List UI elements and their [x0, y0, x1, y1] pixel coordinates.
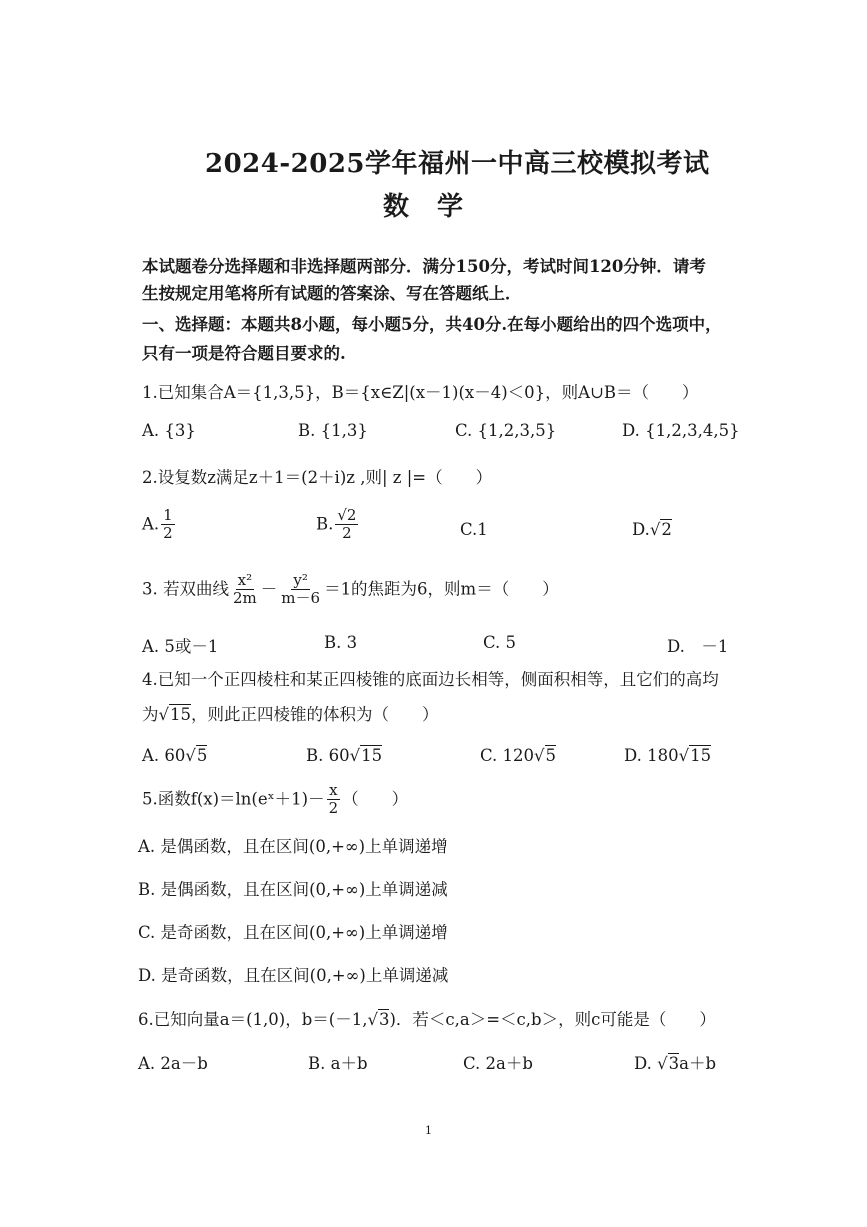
question-1-stem: 1.已知集合A＝{1,3,5}，B＝{x∈Z|(x－1)(x－4)＜0}，则A∪B＝（ ）: [142, 383, 699, 402]
question-2-option-b: [316, 507, 360, 543]
question-1-option-a: A. {3}: [142, 421, 196, 440]
section-heading-line-2: 只有一项是符合题目要求的.: [142, 344, 346, 363]
option-label: A. 60: [142, 746, 186, 765]
sqrt-radicand: 3: [668, 1054, 680, 1073]
question-6-option-d: D. √3a＋b: [634, 1054, 717, 1073]
option-label: B. 60: [306, 746, 350, 765]
option-label: D. 180: [624, 746, 679, 765]
stem-suffix: ，则此正四棱锥的体积为（ ）: [191, 705, 439, 724]
numerator: x: [329, 781, 338, 799]
intro-line-1: 本试题卷分选择题和非选择题两部分．满分150分，考试时间120分钟．请考: [142, 257, 706, 276]
question-1-option-b: B. {1,3}: [298, 421, 368, 440]
stem-prefix: 为: [142, 705, 159, 724]
question-4-option-d: D. 180√15: [624, 746, 712, 765]
denominator: 2: [163, 524, 173, 543]
question-6-stem: 6.已知向量a＝(1,0)，b＝(－1,√3)．若＜c,a＞=＜c,b＞，则c可能是（ ）: [138, 1010, 716, 1029]
fraction-y: [279, 572, 322, 608]
stem-prefix: 6.已知向量a＝(1,0)，b＝(－1,: [138, 1010, 368, 1029]
minus-sign: －: [260, 579, 278, 599]
fraction: [161, 507, 175, 543]
sqrt-radicand: 5: [196, 746, 208, 765]
question-4-option-b: B. 60√15: [306, 746, 383, 765]
question-5-option-b: B. 是偶函数，且在区间(0,+∞)上单调递减: [138, 880, 448, 899]
question-6-option-a: A. 2a－b: [138, 1054, 208, 1073]
sqrt-radicand: 15: [361, 746, 383, 765]
option-label: C. 120: [480, 746, 535, 765]
question-4-option-a: A. 60√5: [142, 746, 208, 765]
sqrt-radicand: 5: [545, 746, 557, 765]
numerator: x²: [237, 571, 253, 589]
question-3-option-d: D. －1: [667, 637, 729, 656]
denominator: m－6: [281, 589, 321, 608]
question-6-option-b: B. a＋b: [308, 1054, 368, 1073]
denominator: 2m: [233, 589, 257, 608]
question-1-option-d: D. {1,2,3,4,5}: [622, 421, 740, 440]
intro-line-2: 生按规定用笔将所有试题的答案涂、写在答题纸上．: [142, 284, 522, 303]
question-2-option-c: C.1: [460, 520, 488, 539]
question-4-stem-line-2: 为√15，则此正四棱锥的体积为（ ）: [142, 705, 439, 724]
question-2-option-d: D.√2: [632, 520, 672, 539]
question-3-option-c: C. 5: [483, 633, 517, 652]
option-suffix: a＋b: [679, 1054, 717, 1073]
question-6-option-c: C. 2a＋b: [463, 1054, 533, 1073]
page-title: 2024-2025学年福州一中高三校模拟考试: [205, 149, 710, 179]
stem-prefix: 5.函数f(x)＝ln(eˣ＋1)－: [142, 789, 325, 809]
stem-suffix: （ ）: [342, 789, 409, 809]
numerator: 1: [163, 506, 173, 524]
question-5-option-c: C. 是奇函数，且在区间(0,+∞)上单调递增: [138, 923, 448, 942]
question-1-option-c: C. {1,2,3,5}: [455, 421, 557, 440]
numerator: √2: [337, 506, 357, 524]
question-3-option-a: A. 5或－1: [142, 637, 219, 656]
page-number: 1: [425, 1124, 432, 1137]
numerator: y²: [293, 571, 308, 589]
sqrt-radicand: 15: [690, 746, 712, 765]
option-label: B.: [316, 514, 334, 534]
fraction-x: [231, 572, 259, 608]
fraction: [335, 507, 358, 543]
sqrt-radicand: 15: [170, 705, 192, 724]
denominator: 2: [328, 799, 339, 818]
question-5-stem: [142, 782, 408, 818]
option-label: A.: [142, 514, 160, 534]
sqrt-radicand: 2: [661, 520, 672, 539]
question-3-stem: [142, 572, 559, 608]
subject-title: 数学: [383, 192, 492, 222]
option-label: D.: [632, 520, 650, 539]
section-heading-line-1: 一、选择题：本题共8小题，每小题5分，共40分.在每小题给出的四个选项中，: [142, 315, 722, 334]
stem-prefix: 3. 若双曲线: [142, 579, 229, 599]
question-2-stem: 2.设复数z满足z＋1＝(2＋i)z ,则| z |=（ ）: [142, 468, 493, 487]
stem-suffix: ＝1的焦距为6，则m＝（ ）: [324, 579, 559, 599]
question-5-option-d: D. 是奇函数，且在区间(0,+∞)上单调递减: [138, 966, 449, 985]
question-3-option-b: B. 3: [324, 633, 358, 652]
question-4-stem-line-1: 4.已知一个正四棱柱和某正四棱锥的底面边长相等，侧面积相等，且它们的高均: [142, 670, 719, 689]
fraction: [327, 782, 341, 818]
question-4-option-c: C. 120√5: [480, 746, 557, 765]
question-2-option-a: [142, 507, 177, 543]
stem-suffix: )．若＜c,a＞=＜c,b＞，则c可能是（ ）: [389, 1010, 716, 1029]
question-5-option-a: A. 是偶函数，且在区间(0,+∞)上单调递增: [138, 837, 448, 856]
sqrt-radicand: 3: [378, 1010, 390, 1029]
denominator: 2: [342, 524, 352, 543]
option-label: D.: [634, 1054, 658, 1073]
